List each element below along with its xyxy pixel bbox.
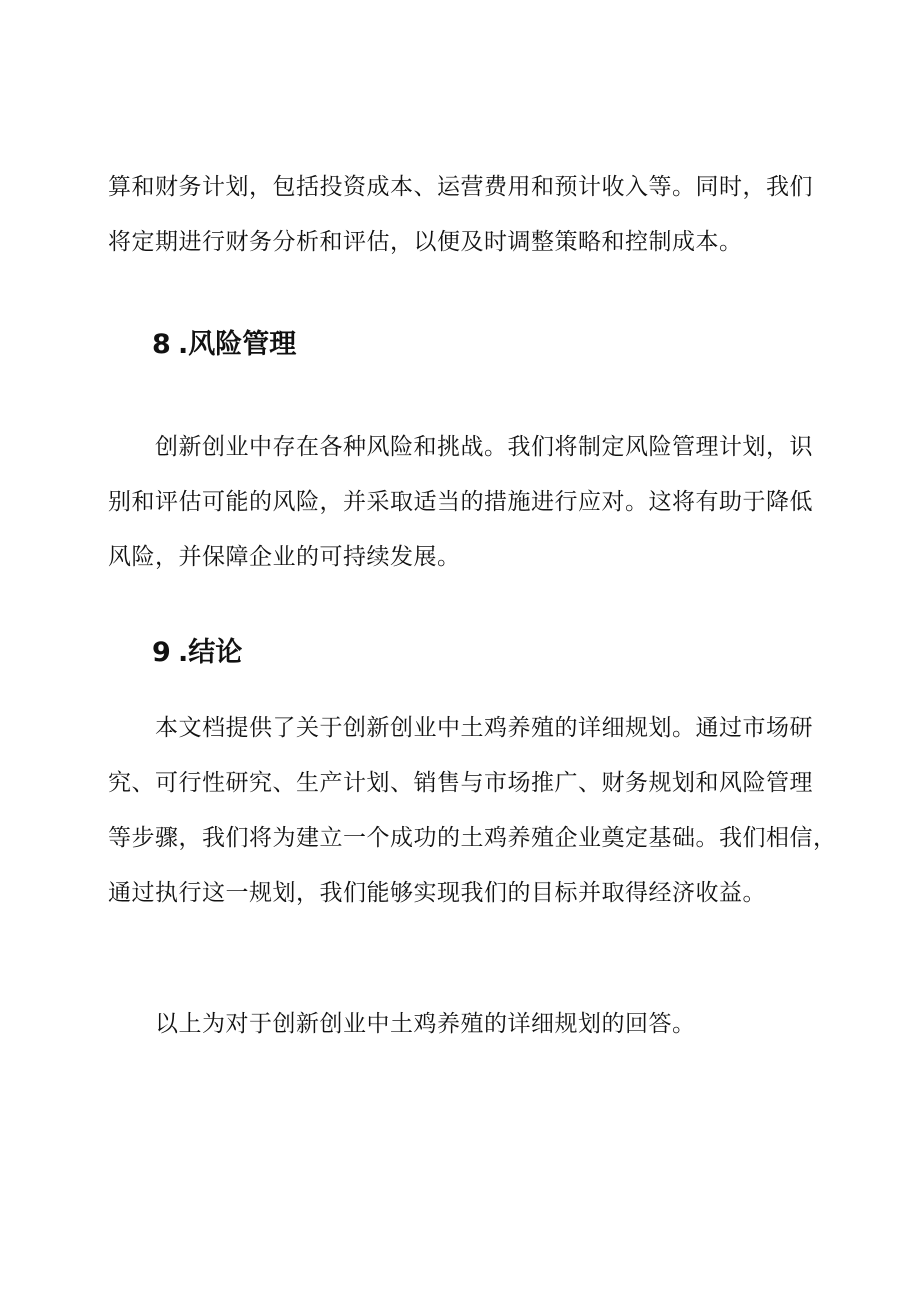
paragraph-line: 别和评估可能的风险，并采取适当的措施进行应对。这将有助于降低 — [108, 489, 813, 515]
paragraph-line: 创新创业中存在各种风险和挑战。我们将制定风险管理计划，识 — [108, 434, 813, 460]
section-number: 9 — [152, 637, 171, 668]
paragraph-line: 究、可行性研究、生产计划、销售与市场推广、财务规划和风险管理 — [108, 770, 813, 796]
paragraph-line: 以上为对于创新创业中土鸡养殖的详细规划的回答。 — [108, 1011, 696, 1037]
paragraph-line: 本文档提供了关于创新创业中土鸡养殖的详细规划。通过市场研 — [108, 715, 813, 741]
paragraph-line: 风险，并保障企业的可持续发展。 — [108, 544, 461, 570]
section-heading-conclusion — [152, 633, 242, 673]
paragraph-line: 等步骤，我们将为建立一个成功的土鸡养殖企业奠定基础。我们相信， — [108, 825, 837, 851]
paragraph-line: 通过执行这一规划，我们能够实现我们的目标并取得经济收益。 — [108, 880, 766, 906]
paragraph-financial-plan — [108, 160, 818, 270]
paragraph-line: 算和财务计划，包括投资成本、运营费用和预计收入等。同时，我们 — [108, 174, 813, 200]
section-heading-risk-management — [152, 325, 296, 365]
paragraph-closing — [108, 997, 818, 1052]
paragraph-risk-management — [108, 420, 818, 585]
paragraph-conclusion — [108, 701, 837, 921]
section-title: .风险管理 — [178, 329, 297, 360]
section-number: 8 — [152, 329, 171, 360]
paragraph-line: 将定期进行财务分析和评估，以便及时调整策略和控制成本。 — [108, 229, 743, 255]
section-title: .结论 — [178, 637, 243, 668]
